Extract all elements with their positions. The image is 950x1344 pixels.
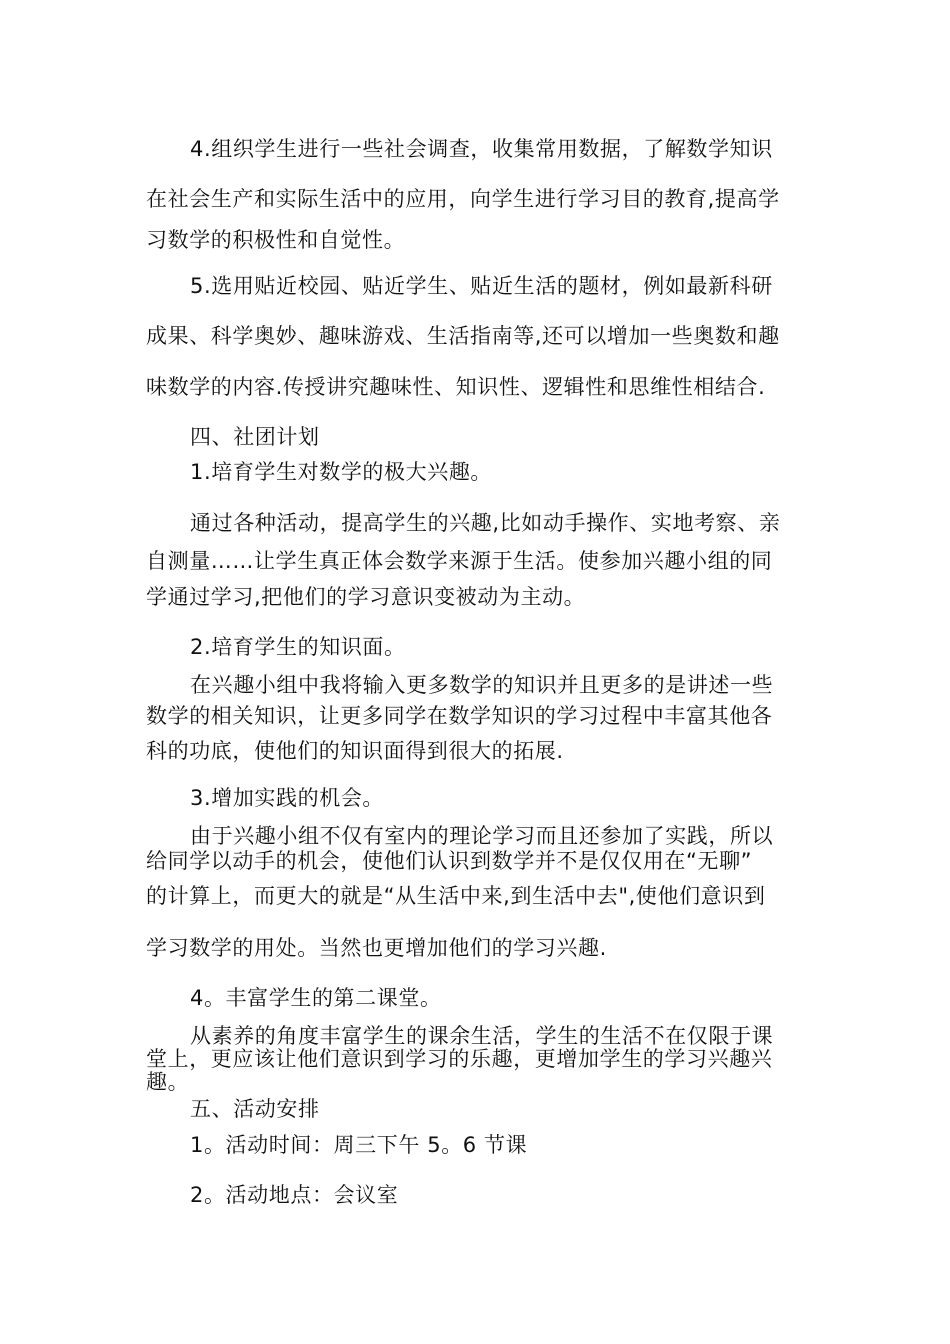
text-line: 由于兴趣小组不仅有室内的理论学习而且还参加了实践，所以 <box>190 824 774 848</box>
text-line: 自测量……让学生真正体会数学来源于生活。使参加兴趣小组的同 <box>146 549 773 573</box>
text-line: 科的功底，使他们的知识面得到很大的拓展. <box>146 739 564 763</box>
text-line: 通过各种活动，提高学生的兴趣,比如动手操作、实地考察、亲 <box>190 511 781 535</box>
subheading: 1.培育学生对数学的极大兴趣。 <box>190 460 493 484</box>
text-line: 给同学以动手的机会，使他们认识到数学并不是仅仅用在“无聊” <box>146 849 753 873</box>
text-line: 5.选用贴近校园、贴近学生、贴近生活的题材，例如最新科研 <box>190 274 773 298</box>
text-line: 数学的相关知识，让更多同学在数学知识的学习过程中丰富其他各 <box>146 704 773 728</box>
text-line: 堂上，更应该让他们意识到学习的乐趣，更增加学生的学习兴趣兴 <box>146 1047 773 1071</box>
subheading: 3.增加实践的机会。 <box>190 786 385 810</box>
section-heading: 五、活动安排 <box>190 1097 320 1121</box>
text-line: 在兴趣小组中我将输入更多数学的知识并且更多的是讲述一些 <box>190 673 774 697</box>
subheading: 4。丰富学生的第二课堂。 <box>190 986 442 1010</box>
subheading: 2.培育学生的知识面。 <box>190 635 406 659</box>
text-line: 成果、科学奥妙、趣味游戏、生活指南等,还可以增加一些奥数和趣 <box>146 324 780 348</box>
text-line: 在社会生产和实际生活中的应用，向学生进行学习目的教育,提高学 <box>146 187 780 211</box>
text-line: 趣。 <box>146 1070 190 1094</box>
section-heading: 四、社团计划 <box>190 425 320 449</box>
text-line: 习数学的积极性和自觉性。 <box>146 228 406 252</box>
text-line: 1。活动时间：周三下午 5。6 节课 <box>190 1133 528 1157</box>
text-line: 学通过学习,把他们的学习意识变被动为主动。 <box>146 585 586 609</box>
text-line: 从素养的角度丰富学生的课余生活，学生的生活不在仅限于课 <box>190 1024 774 1048</box>
text-line: 学习数学的用处。当然也更增加他们的学习兴趣. <box>146 936 607 960</box>
text-line: 的计算上，而更大的就是“从生活中来,到生活中去",使他们意识到 <box>146 884 766 908</box>
text-line: 味数学的内容.传授讲究趣味性、知识性、逻辑性和思维性相结合. <box>146 375 766 399</box>
text-line: 4.组织学生进行一些社会调查，收集常用数据，了解数学知识 <box>190 137 773 161</box>
text-line: 2。活动地点：会议室 <box>190 1183 399 1207</box>
